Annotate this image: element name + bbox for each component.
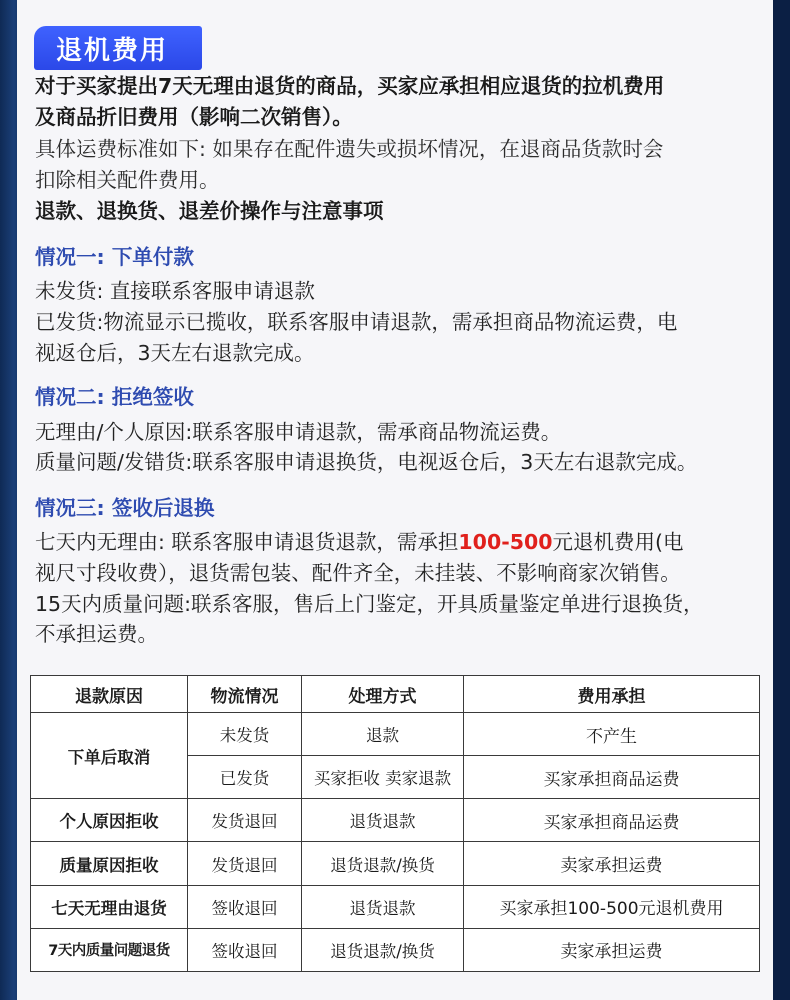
intro-line-2: 及商品折旧费用（影响二次销售）。 <box>35 105 353 129</box>
cell-reason: 下单后取消 <box>31 713 188 799</box>
cell-cost: 不产生 <box>464 713 760 756</box>
case3-heading: 情况三: 签收后退换 <box>35 496 215 520</box>
cell-handling: 买家拒收 卖家退款 <box>302 756 464 799</box>
case1-heading: 情况一: 下单付款 <box>35 245 194 269</box>
cell-reason: 个人原因拒收 <box>31 799 188 842</box>
cell-cost: 买家承担100-500元退机费用 <box>464 885 760 928</box>
cell-reason: 质量原因拒收 <box>31 842 188 885</box>
cell-reason: 七天无理由退货 <box>31 885 188 928</box>
cell-cost: 买家承担商品运费 <box>464 756 760 799</box>
cell-handling: 退货退款/换货 <box>302 842 464 885</box>
cell-cost: 买家承担商品运费 <box>464 799 760 842</box>
table-row <box>31 928 760 971</box>
cell-reason: 7天内质量问题退货 <box>31 928 188 971</box>
case2-line-1: 无理由/个人原因:联系客服申请退款，需承商品物流运费。 <box>35 420 562 444</box>
column-header: 费用承担 <box>464 676 760 713</box>
case3-line-4: 不承担运费。 <box>35 622 158 646</box>
cell-logistics: 发货退回 <box>188 799 302 842</box>
column-header: 物流情况 <box>188 676 302 713</box>
cell-cost: 卖家承担运费 <box>464 842 760 885</box>
case1-line-3: 视返仓后，3天左右退款完成。 <box>35 341 315 365</box>
section-title-badge: 退机费用 <box>34 26 202 70</box>
table-row <box>31 799 760 842</box>
table-header-row <box>31 676 760 713</box>
column-header: 处理方式 <box>302 676 464 713</box>
column-header: 退款原因 <box>31 676 188 713</box>
case3-line-1 <box>35 527 684 557</box>
cell-handling: 退款 <box>302 713 464 756</box>
fee-table <box>30 675 760 972</box>
cell-logistics: 签收退回 <box>188 885 302 928</box>
cell-logistics: 发货退回 <box>188 842 302 885</box>
intro-line-5: 退款、退换货、退差价操作与注意事项 <box>35 199 384 223</box>
table-row <box>31 842 760 885</box>
fee-range-highlight: 100-500 <box>458 530 553 554</box>
cell-handling: 退货退款 <box>302 885 464 928</box>
case2-heading: 情况二: 拒绝签收 <box>35 385 194 409</box>
case1-line-1: 未发货: 直接联系客服申请退款 <box>35 279 315 303</box>
table-row <box>31 885 760 928</box>
intro-line-4: 扣除相关配件费用。 <box>35 168 220 192</box>
cell-handling: 退货退款/换货 <box>302 928 464 971</box>
cell-logistics: 已发货 <box>188 756 302 799</box>
intro-line-3: 具体运费标准如下: 如果存在配件遗失或损坏情况，在退商品货款时会 <box>35 137 664 161</box>
case3-line-2: 视尺寸段收费），退货需包装、配件齐全，未挂装、不影响商家次销售。 <box>35 561 681 585</box>
case1-line-2: 已发货:物流显示已揽收，联系客服申请退款，需承担商品物流运费，电 <box>35 310 678 334</box>
intro-line-1: 对于买家提出7天无理由退货的商品，买家应承担相应退货的拉机费用 <box>35 74 665 98</box>
cell-handling: 退货退款 <box>302 799 464 842</box>
table-row <box>31 713 760 756</box>
case3-line-1-pre: 七天内无理由: 联系客服申请退货退款，需承担 <box>35 530 459 554</box>
case3-line-1-post: 元退机费用(电 <box>552 530 684 554</box>
cell-logistics: 未发货 <box>188 713 302 756</box>
case2-line-2: 质量问题/发错货:联系客服申请退换货，电视返仓后，3天左右退款完成。 <box>35 450 698 474</box>
cell-logistics: 签收退回 <box>188 928 302 971</box>
cell-cost: 卖家承担运费 <box>464 928 760 971</box>
case3-line-3: 15天内质量问题:联系客服，售后上门鉴定，开具质量鉴定单进行退换货， <box>35 592 704 616</box>
